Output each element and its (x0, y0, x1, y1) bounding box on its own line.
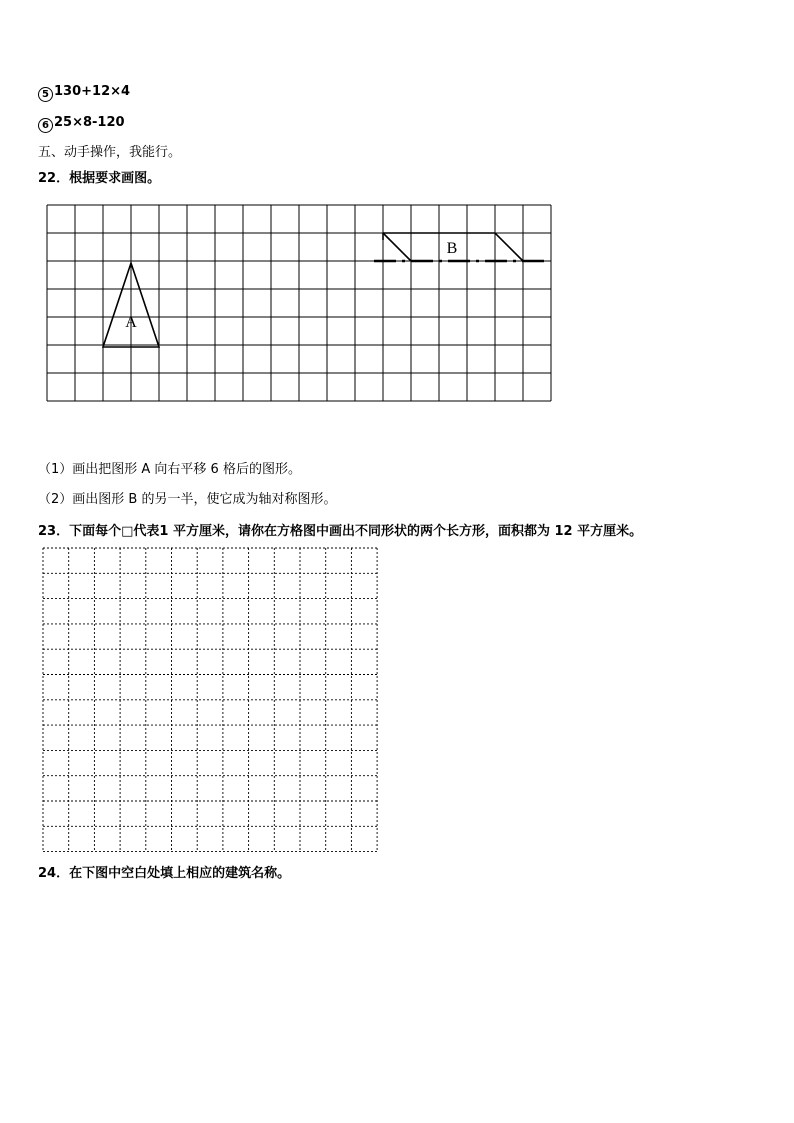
question-22-grid (0, 0, 794, 420)
question-24-title: 24．在下图中空白处填上相应的建筑名称。 (38, 866, 291, 881)
shape-b-half (383, 233, 411, 261)
section-five-heading: 五、动手操作，我能行。 (38, 145, 182, 160)
question-22-title: 22．根据要求画图。 (38, 171, 161, 186)
shape-a-label: A (125, 314, 137, 331)
question-22-sub-1: （1）画出把图形 A 向右平移 6 格后的图形。 (38, 462, 301, 477)
question-22-sub-2: （2）画出图形 B 的另一半，使它成为轴对称图形。 (38, 492, 337, 507)
shape-b-label: B (446, 240, 458, 257)
exercise-5-expression: 130+12×4 (54, 84, 131, 99)
circled-number-5: 5 (38, 87, 53, 102)
circled-number-6: 6 (38, 118, 53, 133)
question-23-title: 23．下面每个□代表1 平方厘米，请你在方格图中画出不同形状的两个长方形，面积都为 12 平方厘米。 (38, 524, 643, 539)
exercise-6-expression: 25×8-120 (54, 115, 125, 130)
